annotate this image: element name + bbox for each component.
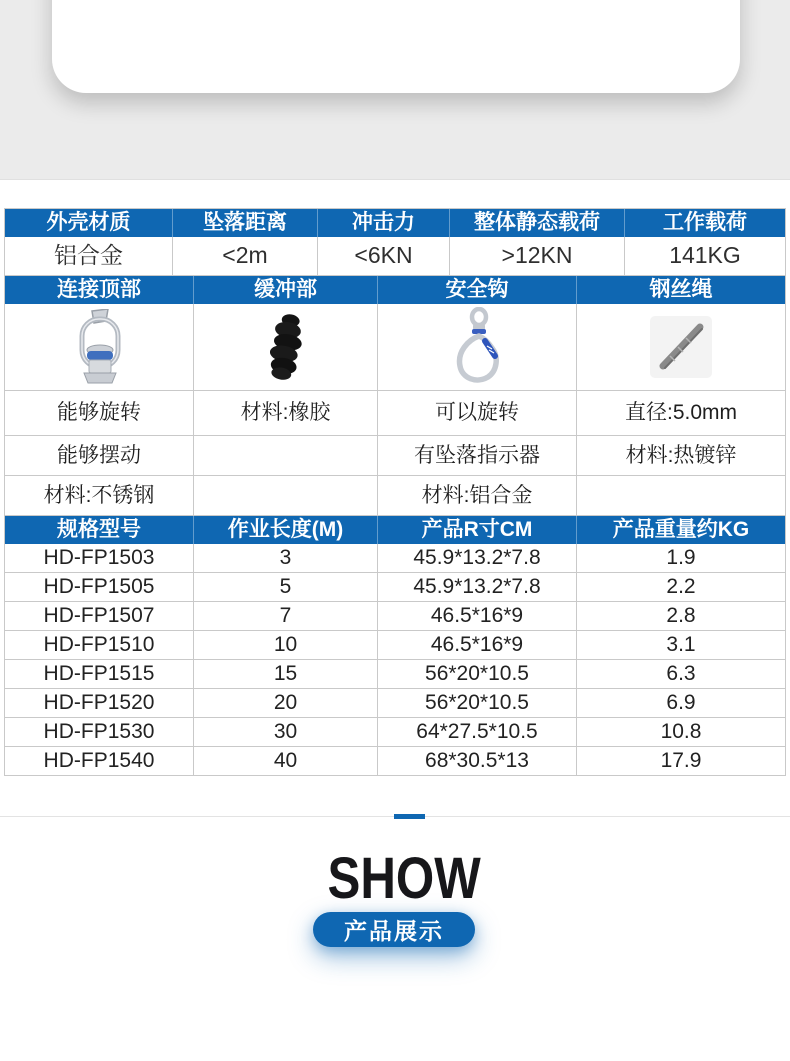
swivel-connector-image <box>66 309 132 385</box>
show-title-text: SHOW <box>327 844 481 911</box>
spec-header-cell: 整体静态载荷 <box>450 209 625 237</box>
model-cell: HD-FP1505 <box>5 573 194 601</box>
model-header-cell: 规格型号 <box>5 516 194 544</box>
model-cell: HD-FP1515 <box>5 660 194 688</box>
table-row <box>5 718 785 747</box>
spec-header-cell: 坠落距离 <box>173 209 318 237</box>
feature-cell: 有坠落指示器 <box>378 436 577 475</box>
table-row <box>5 237 785 276</box>
model-cell: 7 <box>194 602 378 630</box>
model-cell: 30 <box>194 718 378 746</box>
table-row <box>5 573 785 602</box>
part-image-cell <box>378 304 577 390</box>
show-title <box>0 845 790 910</box>
model-cell: 64*27.5*10.5 <box>378 718 577 746</box>
table-row <box>5 689 785 718</box>
model-cell: 6.9 <box>666 691 696 715</box>
part-header-cell: 钢丝绳 <box>649 278 713 302</box>
spec-header-cell: 冲击力 <box>318 209 450 237</box>
model-cell: 46.5*16*9 <box>378 602 577 630</box>
model-cell: 2.2 <box>666 575 696 599</box>
feature-cell: 可以旋转 <box>378 391 577 435</box>
model-cell: HD-FP1520 <box>5 689 194 717</box>
model-cell: 17.9 <box>660 749 702 773</box>
feature-cell: 材料:不锈钢 <box>5 476 194 515</box>
top-gray-band <box>0 0 790 180</box>
spec-value-cell: <2m <box>173 237 318 275</box>
model-cell: 56*20*10.5 <box>378 689 577 717</box>
model-cell: 68*30.5*13 <box>378 747 577 775</box>
part-header-cell: 连接顶部 <box>5 276 194 304</box>
divider-accent-dash <box>394 814 425 819</box>
part-header-cell: 安全钩 <box>378 276 577 304</box>
model-cell: 10 <box>194 631 378 659</box>
model-cell: 45.9*13.2*7.8 <box>378 573 577 601</box>
model-cell: HD-FP1507 <box>5 602 194 630</box>
model-cell: 3.1 <box>666 633 696 657</box>
spec-value-cell: >12KN <box>450 237 625 275</box>
model-cell: 20 <box>194 689 378 717</box>
part-header-cell: 缓冲部 <box>194 276 378 304</box>
part-image-cell <box>5 304 194 390</box>
safety-hook-image <box>442 307 512 387</box>
spec-table <box>4 208 786 776</box>
model-header-cell: 产品R寸CM <box>378 516 577 544</box>
model-cell: HD-FP1540 <box>5 747 194 775</box>
product-card <box>52 0 740 93</box>
table-row <box>5 209 785 237</box>
feature-cell <box>577 476 785 515</box>
steel-wire-rope-image <box>648 314 714 380</box>
model-cell: 15 <box>194 660 378 688</box>
part-image-cell <box>577 304 785 390</box>
model-cell: 6.3 <box>666 662 696 686</box>
model-cell: 3 <box>194 544 378 572</box>
feature-cell: 材料:热镀锌 <box>625 443 737 467</box>
spec-value-cell: 铝合金 <box>5 237 173 275</box>
spec-value-cell: 141KG <box>669 242 741 269</box>
feature-cell <box>194 436 378 475</box>
table-row <box>5 631 785 660</box>
spec-header-cell: 工作载荷 <box>663 211 747 235</box>
model-cell: 45.9*13.2*7.8 <box>378 544 577 572</box>
model-cell: HD-FP1503 <box>5 544 194 572</box>
spec-header-cell: 外壳材质 <box>5 209 173 237</box>
model-header-cell: 作业长度(M) <box>194 516 378 544</box>
table-row <box>5 544 785 573</box>
feature-cell <box>194 476 378 515</box>
model-cell: 40 <box>194 747 378 775</box>
table-row <box>5 747 785 775</box>
table-row <box>5 602 785 631</box>
rubber-buffer-image <box>255 312 317 382</box>
table-row <box>5 436 785 476</box>
model-cell: HD-FP1510 <box>5 631 194 659</box>
table-row <box>5 476 785 516</box>
product-display-badge: 产品展示 <box>313 912 475 947</box>
table-row <box>5 660 785 689</box>
feature-cell: 材料:铝合金 <box>378 476 577 515</box>
model-cell: 46.5*16*9 <box>378 631 577 659</box>
spec-value-cell: <6KN <box>318 237 450 275</box>
feature-cell: 直径:5.0mm <box>624 401 737 425</box>
part-image-cell <box>194 304 378 390</box>
table-row <box>5 391 785 436</box>
model-cell: HD-FP1530 <box>5 718 194 746</box>
model-header-cell: 产品重量约KG <box>612 518 750 542</box>
table-row <box>5 276 785 304</box>
feature-cell: 能够摆动 <box>5 436 194 475</box>
model-cell: 10.8 <box>660 720 702 744</box>
feature-cell: 材料:橡胶 <box>194 391 378 435</box>
model-cell: 56*20*10.5 <box>378 660 577 688</box>
table-row <box>5 516 785 544</box>
feature-cell: 能够旋转 <box>5 391 194 435</box>
table-row <box>5 304 785 391</box>
model-cell: 5 <box>194 573 378 601</box>
model-cell: 2.8 <box>666 604 696 628</box>
model-cell: 1.9 <box>666 546 696 570</box>
